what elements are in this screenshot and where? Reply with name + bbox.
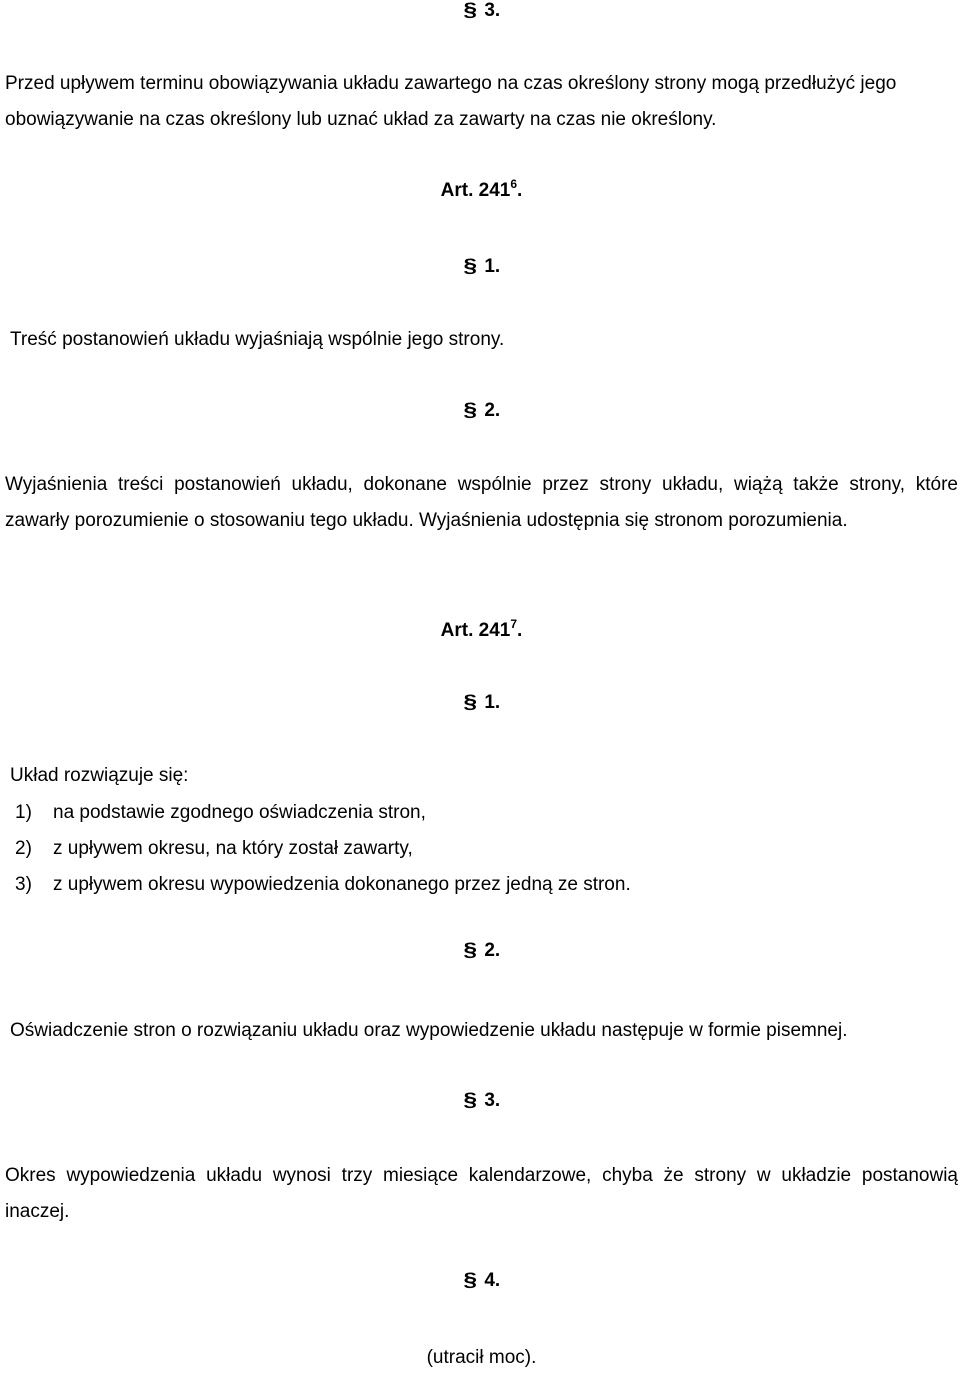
section-heading-3-top xyxy=(5,0,958,22)
enumerated-list xyxy=(5,795,958,903)
paragraph-art7-sec4 xyxy=(5,1340,958,1376)
section-number: 2. xyxy=(484,940,501,961)
section-number: 3. xyxy=(484,0,501,21)
section-number: 1. xyxy=(484,692,501,713)
paragraph-text: Treść postanowień układu wyjaśniają wspólnie jego strony. xyxy=(10,329,505,350)
section-sign: § xyxy=(463,0,477,21)
paragraph-art6-sec2 xyxy=(5,467,958,539)
paragraph-text: Okres wypowiedzenia układu wynosi trzy miesiące kalendarzowe, chyba że strony w układzie postanowią inaczej. xyxy=(5,1165,958,1222)
section-sign: § xyxy=(463,400,477,421)
list-item xyxy=(5,831,958,867)
paragraph-art7-sec2 xyxy=(10,1013,958,1049)
section-marker xyxy=(463,1270,500,1292)
section-marker xyxy=(463,940,500,962)
article-suffix: . xyxy=(517,180,523,201)
paragraph-text: Przed upływem terminu obowiązywania układu zawartego na czas określony strony mogą przedłużyć jego obowiązywanie na czas określony lub uznać układ za zawarty na czas nie określony. xyxy=(5,73,897,130)
section-sign: § xyxy=(463,692,477,713)
list-item-number: 1) xyxy=(15,802,32,823)
list-item-text: na podstawie zgodnego oświadczenia stron, xyxy=(53,802,426,823)
list-item-number: 2) xyxy=(15,838,32,859)
section-number: 1. xyxy=(484,256,501,277)
paragraph-art6-sec1 xyxy=(10,322,958,358)
section-marker xyxy=(463,256,500,278)
section-heading-3-art7 xyxy=(5,1090,958,1112)
paragraph-text: (utracił moc). xyxy=(426,1347,537,1368)
paragraph-text: Wyjaśnienia treści postanowień układu, dokonane wspólnie przez strony układu, wiążą także strony, które zawarły porozumienie o stosowaniu tego układu. Wyjaśnienia udostępnia się stronom porozumienia. xyxy=(5,474,958,531)
section-marker xyxy=(463,400,500,422)
list-item-text: z upływem okresu, na który został zawarty, xyxy=(53,838,413,859)
paragraph-art7-sec3 xyxy=(5,1158,958,1230)
section-heading-2-art6 xyxy=(5,400,958,422)
section-sign: § xyxy=(463,1270,477,1291)
list-item-text: z upływem okresu wypowiedzenia dokonanego przez jedną ze stron. xyxy=(53,874,631,895)
article-heading-241-7 xyxy=(5,617,958,642)
list-item xyxy=(5,795,958,831)
section-sign: § xyxy=(463,1090,477,1111)
article-prefix: Art. 241 xyxy=(440,180,511,201)
section-number: 4. xyxy=(484,1270,501,1291)
article-heading-241-6 xyxy=(5,177,958,202)
section-heading-2-art7 xyxy=(5,940,958,962)
article-prefix: Art. 241 xyxy=(440,620,511,641)
section-marker xyxy=(463,0,500,22)
article-superscript: 6 xyxy=(510,177,518,191)
section-number: 2. xyxy=(484,400,501,421)
article-superscript: 7 xyxy=(510,617,518,631)
paragraph-sec3 xyxy=(5,66,958,138)
section-marker xyxy=(463,692,500,714)
section-heading-1-art7 xyxy=(5,692,958,714)
section-heading-1-art6 xyxy=(5,256,958,278)
list-item xyxy=(5,867,958,903)
article-suffix: . xyxy=(517,620,523,641)
paragraph-text: Oświadczenie stron o rozwiązaniu układu oraz wypowiedzenie układu następuje w formie pisemnej. xyxy=(10,1020,848,1041)
paragraph-art7-sec1 xyxy=(10,758,958,794)
section-sign: § xyxy=(463,256,477,277)
list-item-number: 3) xyxy=(15,874,32,895)
section-number: 3. xyxy=(484,1090,501,1111)
section-marker xyxy=(463,1090,500,1112)
section-sign: § xyxy=(463,940,477,961)
paragraph-text: Układ rozwiązuje się: xyxy=(10,765,189,786)
section-heading-4-art7 xyxy=(5,1270,958,1292)
